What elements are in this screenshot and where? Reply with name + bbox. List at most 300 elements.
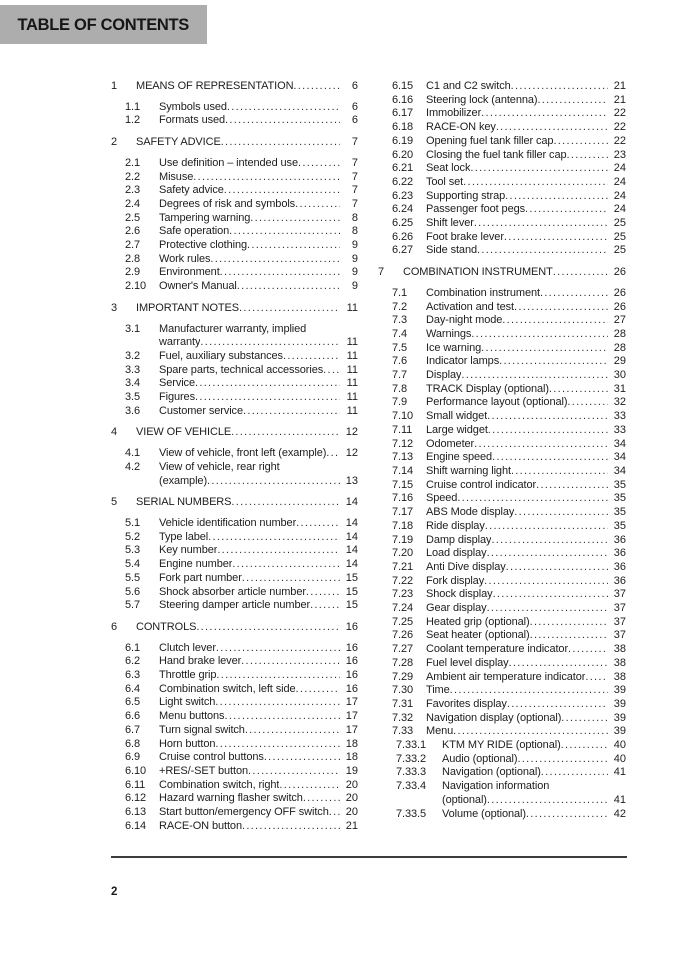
toc-entry-number: 6.10	[125, 764, 147, 777]
toc-entry-title: Display	[426, 369, 462, 382]
toc-entry-page: 33	[613, 410, 626, 423]
toc-entry-page: 16	[345, 655, 358, 668]
toc-column-right	[378, 80, 626, 821]
toc-entry-page: 27	[613, 314, 626, 327]
dot-leader	[243, 405, 340, 419]
toc-entry-page: 7	[351, 156, 358, 169]
dot-leader	[553, 266, 608, 280]
dot-leader	[239, 302, 340, 316]
toc-entry	[392, 684, 626, 698]
toc-entry	[392, 588, 626, 602]
toc-entry-title: Warnings	[426, 327, 472, 340]
toc-entry-page: 17	[345, 723, 358, 736]
toc-entry-page: 25	[613, 217, 626, 230]
toc-entry-title: C1 and C2 switch	[426, 80, 511, 92]
toc-entry-number: 6.26	[392, 230, 414, 243]
dot-leader	[474, 438, 608, 452]
dot-leader	[461, 369, 608, 383]
toc-entry-page: 37	[613, 629, 626, 642]
toc-entry-number: 7.13	[392, 451, 414, 464]
dot-leader	[514, 506, 608, 520]
toc-entry-page: 35	[613, 478, 626, 491]
toc-entry-number: 2.1	[125, 156, 140, 169]
toc-entry	[125, 157, 358, 171]
toc-entry	[392, 190, 626, 204]
toc-entry-title: Environment	[159, 266, 220, 279]
toc-entry-number: 6.8	[125, 737, 140, 750]
toc-entry	[392, 203, 626, 217]
toc-entry-title: Ice warning	[426, 341, 482, 354]
toc-entry	[392, 301, 626, 315]
toc-entry-title: Cruise control buttons	[159, 751, 264, 764]
toc-entry-number: 5.3	[125, 544, 140, 557]
toc-entry-title: Combination switch, right	[159, 778, 280, 791]
toc-entry	[392, 410, 626, 424]
toc-entry-title: Clutch lever	[159, 641, 216, 654]
toc-entry	[125, 391, 358, 405]
toc-entry	[392, 355, 626, 369]
toc-entry-page: 22	[613, 107, 626, 120]
toc-entry-number: 7.1	[392, 286, 407, 299]
dot-leader	[283, 350, 340, 364]
toc-entry-page: 34	[613, 437, 626, 450]
toc-entry-title: Activation and test	[426, 300, 514, 313]
dot-leader	[506, 561, 608, 575]
toc-entry-page: 38	[613, 670, 626, 683]
toc-entry-title: Manufacturer warranty, implied	[159, 322, 307, 335]
toc-entry	[392, 369, 626, 383]
toc-entry	[125, 212, 358, 226]
toc-entry-page: 35	[613, 519, 626, 532]
dot-leader	[496, 121, 608, 135]
toc-entry	[392, 616, 626, 630]
toc-entry-title: Side stand	[426, 244, 477, 257]
toc-entry-page: 15	[345, 571, 358, 584]
toc-entry-page: 14	[345, 544, 358, 557]
dot-leader	[231, 496, 340, 510]
toc-entry-title: Formats used	[159, 114, 226, 127]
toc-entry-number: 6.11	[125, 778, 146, 791]
toc-entry-title: Performance layout (optional)	[426, 396, 568, 409]
toc-entry	[125, 114, 358, 128]
toc-entry-number: 4.1	[125, 447, 140, 460]
toc-entry-number: 7.2	[392, 300, 407, 313]
dot-leader	[567, 149, 609, 163]
toc-entry-page: 31	[613, 382, 626, 395]
toc-entry-page: 37	[613, 615, 626, 628]
toc-entry-number: 3.4	[125, 377, 140, 390]
toc-entry	[392, 80, 626, 94]
dot-leader	[217, 544, 340, 558]
toc-entry	[125, 461, 358, 475]
toc-entry	[125, 198, 358, 212]
toc-entry-title: Protective clothing	[159, 239, 247, 252]
toc-entry-number: 3.1	[125, 322, 140, 335]
dot-leader	[229, 225, 340, 239]
toc-entry	[125, 642, 358, 656]
toc-entry-number: 7.7	[392, 369, 407, 382]
dot-leader	[232, 558, 340, 572]
toc-entry-page: 38	[613, 656, 626, 669]
toc-entry	[125, 323, 358, 337]
toc-entry-number: 6.2	[125, 655, 140, 668]
dot-leader	[195, 377, 340, 391]
dot-leader	[484, 575, 608, 589]
toc-entry	[392, 162, 626, 176]
toc-entry-page: 39	[613, 725, 626, 738]
toc-entry-title: Combination instrument	[426, 286, 540, 299]
toc-entry-page: 9	[351, 252, 358, 265]
toc-entry-title: Large widget	[426, 423, 488, 436]
toc-entry	[125, 350, 358, 364]
toc-entry-title: Horn button	[159, 737, 216, 750]
toc-entry	[392, 534, 626, 548]
toc-entry	[392, 396, 626, 410]
toc-entry	[125, 184, 358, 198]
toc-entry	[111, 80, 358, 94]
toc-entry	[392, 657, 626, 671]
toc-entry	[392, 698, 626, 712]
toc-entry-number: 7.29	[392, 670, 414, 683]
toc-entry	[396, 780, 626, 794]
toc-entry-page: 41	[613, 793, 626, 806]
toc-entry	[392, 643, 626, 657]
toc-entry	[396, 808, 626, 822]
toc-entry-number: 3.3	[125, 363, 140, 376]
toc-entry	[392, 506, 626, 520]
toc-entry-page: 25	[613, 230, 626, 243]
toc-entry-page: 12	[345, 447, 358, 460]
toc-entry-page: 35	[613, 492, 626, 505]
dot-leader	[509, 657, 608, 671]
dot-leader	[216, 669, 340, 683]
toc-entry	[392, 575, 626, 589]
toc-entry	[125, 558, 358, 572]
toc-entry-title: Safety advice	[159, 184, 224, 197]
toc-entry-page: 11	[346, 404, 358, 417]
toc-entry	[392, 547, 626, 561]
toc-entry-page: 16	[345, 641, 358, 654]
toc-entry-page: 11	[346, 363, 358, 376]
toc-entry	[125, 101, 358, 115]
dot-leader	[326, 447, 340, 461]
toc-entry-number: 3.2	[125, 349, 140, 362]
toc-entry-number: 7.12	[392, 437, 414, 450]
dot-leader	[561, 712, 608, 726]
toc-entry-number: 6.22	[392, 175, 414, 188]
toc-entry-number: 7.14	[392, 464, 414, 477]
toc-entry	[111, 621, 358, 635]
toc-entry-title: Shock absorber article number	[159, 585, 306, 598]
dot-leader	[296, 517, 340, 531]
toc-entry-number: 7.16	[392, 492, 414, 505]
toc-entry-number: 5.6	[125, 585, 140, 598]
toc-entry-title: Supporting strap	[426, 189, 506, 202]
toc-entry-title: Menu buttons	[159, 710, 225, 723]
toc-entry-number: 6.17	[392, 107, 414, 120]
toc-entry-page: 9	[351, 266, 358, 279]
toc-entry-number: 7.25	[392, 615, 414, 628]
dot-leader	[296, 683, 341, 697]
toc-entry-number: 7.9	[392, 396, 407, 409]
toc-entry-number: 7.19	[392, 533, 414, 546]
dot-leader	[221, 136, 340, 150]
toc-entry-page: 38	[613, 643, 626, 656]
toc-entry-title: Indicator lamps	[426, 355, 500, 368]
toc-entry-number: 7.4	[392, 327, 407, 340]
toc-entry-title: SAFETY ADVICE	[136, 136, 221, 149]
toc-entry-page: 23	[613, 148, 626, 161]
toc-entry-number: 7.18	[392, 519, 414, 532]
toc-entry-page: 34	[613, 451, 626, 464]
toc-entry-title: Hand brake lever	[159, 655, 242, 668]
toc-entry-page: 12	[345, 426, 358, 439]
toc-entry-page: 7	[351, 184, 358, 197]
toc-entry-title: Misuse	[159, 170, 194, 183]
toc-entry	[125, 683, 358, 697]
dot-leader	[507, 698, 608, 712]
dot-leader	[537, 94, 608, 108]
toc-entry-title: Hazard warning flasher switch	[159, 792, 303, 805]
toc-entry-page: 20	[345, 806, 358, 819]
toc-entry-title: Opening fuel tank filler cap	[426, 134, 554, 147]
dot-leader	[505, 190, 608, 204]
toc-entry-number: 5.1	[125, 516, 140, 529]
dot-leader	[485, 520, 608, 534]
toc-entry-number: 6.4	[125, 682, 140, 695]
toc-entry	[125, 364, 358, 378]
toc-entry-page: 40	[613, 739, 626, 752]
toc-entry-page: 14	[345, 516, 358, 529]
toc-entry	[125, 517, 358, 531]
dot-leader	[568, 643, 608, 657]
toc-entry-title: Navigation display (optional)	[426, 711, 562, 724]
dot-leader	[298, 157, 340, 171]
toc-entry-number: 2.2	[125, 170, 140, 183]
toc-entry	[125, 820, 358, 834]
toc-entry-title: +RES/-SET button	[159, 764, 248, 777]
toc-entry-title: CONTROLS	[136, 620, 197, 633]
toc-entry-number: 7.5	[392, 341, 407, 354]
toc-entry	[392, 287, 626, 301]
dot-leader	[488, 424, 608, 438]
toc-entry	[392, 602, 626, 616]
toc-entry-title: Safe operation	[159, 225, 230, 238]
toc-entry-number: 2.7	[125, 239, 140, 252]
dot-leader	[195, 391, 340, 405]
toc-entry-title: Seat heater (optional)	[426, 629, 530, 642]
toc-entry-number: 6.1	[125, 641, 140, 654]
dot-leader	[220, 266, 340, 280]
toc-entry-page: 21	[613, 80, 626, 92]
toc-entry-title: Favorites display	[426, 697, 507, 710]
toc-entry-number: 6	[111, 620, 118, 633]
toc-entry-page: 29	[613, 355, 626, 368]
dot-leader	[247, 239, 340, 253]
toc-entry-page: 26	[613, 300, 626, 313]
toc-entry-page: 24	[613, 189, 626, 202]
dot-leader	[481, 342, 608, 356]
footer-divider	[111, 856, 627, 858]
toc-entry	[111, 496, 358, 510]
dot-leader	[225, 114, 340, 128]
toc-entry-number: 6.9	[125, 751, 140, 764]
toc-entry	[392, 492, 626, 506]
toc-entry-number: 5	[111, 496, 118, 509]
toc-entry-number: 5.7	[125, 599, 140, 612]
toc-entry-number: 7.27	[392, 643, 414, 656]
toc-entry-number: 7.33.3	[396, 766, 426, 779]
toc-entry-page: 28	[613, 327, 626, 340]
toc-entry-number: 2.8	[125, 252, 140, 265]
toc-entry	[111, 302, 358, 316]
dot-leader	[491, 534, 608, 548]
toc-entry-title: Gear display	[426, 602, 487, 615]
toc-entry-title: Damp display	[426, 533, 492, 546]
toc-entry	[392, 451, 626, 465]
toc-entry	[159, 336, 358, 350]
toc-entry-number: 5.5	[125, 571, 140, 584]
toc-entry-title: Service	[159, 377, 195, 390]
toc-entry-page: 7	[351, 197, 358, 210]
toc-entry-page: 7	[351, 136, 358, 149]
toc-entry	[396, 739, 626, 753]
dot-leader	[492, 451, 608, 465]
toc-entry-title: Cruise control indicator	[426, 478, 537, 491]
toc-entry	[392, 135, 626, 149]
dot-leader	[526, 808, 608, 822]
toc-entry-title: TRACK Display (optional)	[426, 382, 549, 395]
toc-entry-title: Degrees of risk and symbols	[159, 197, 296, 210]
toc-entry	[392, 244, 626, 258]
toc-entry	[125, 447, 358, 461]
dot-leader	[540, 287, 608, 301]
toc-entry-number: 6.16	[392, 93, 414, 106]
toc-entry-page: 11	[346, 377, 358, 390]
toc-entry	[392, 383, 626, 397]
dot-leader	[231, 426, 340, 440]
toc-entry	[392, 314, 626, 328]
toc-entry-title: IMPORTANT NOTES	[136, 301, 240, 314]
toc-entry	[392, 107, 626, 121]
toc-entry-page: 35	[613, 506, 626, 519]
dot-leader	[457, 492, 608, 506]
toc-entry-page: 21	[613, 93, 626, 106]
toc-entry-number: 7.8	[392, 382, 407, 395]
toc-entry-number: 7.33.2	[396, 752, 426, 765]
dot-leader	[193, 171, 340, 185]
toc-entry-number: 6.15	[392, 80, 414, 92]
toc-entry-title-continued: (example)	[159, 474, 208, 487]
dot-leader	[323, 364, 340, 378]
toc-entry-page: 16	[345, 620, 358, 633]
toc-entry-page: 17	[345, 696, 358, 709]
toc-entry-page: 14	[345, 496, 358, 509]
dot-leader	[530, 629, 608, 643]
dot-leader	[487, 602, 608, 616]
toc-entry	[125, 586, 358, 600]
dot-leader	[561, 739, 608, 753]
toc-entry	[125, 738, 358, 752]
toc-entry-page: 15	[345, 599, 358, 612]
toc-entry-page: 8	[351, 211, 358, 224]
toc-entry	[125, 531, 358, 545]
toc-entry-page: 36	[613, 560, 626, 573]
toc-entry-number: 7.33.1	[396, 739, 426, 752]
toc-entry-page: 37	[613, 588, 626, 601]
toc-entry-number: 7.30	[392, 684, 414, 697]
toc-entry-page: 39	[613, 684, 626, 697]
toc-entry-page: 14	[345, 530, 358, 543]
toc-entry-title: Tampering warning	[159, 211, 251, 224]
toc-entry-page: 36	[613, 547, 626, 560]
toc-entry-page: 42	[613, 807, 626, 820]
toc-entry	[392, 176, 626, 190]
dot-leader	[329, 806, 340, 820]
toc-entry-title: View of vehicle, rear right	[159, 460, 280, 473]
dot-leader	[502, 314, 608, 328]
toc-entry	[378, 266, 626, 280]
toc-entry-title-continued: (optional)	[442, 793, 487, 806]
toc-entry-page: 39	[613, 711, 626, 724]
toc-entry-page: 6	[351, 100, 358, 113]
toc-entry-number: 5.2	[125, 530, 140, 543]
toc-entry-page: 26	[613, 286, 626, 299]
toc-entry-page: 18	[345, 737, 358, 750]
dot-leader	[264, 751, 340, 765]
dot-leader	[477, 244, 608, 258]
toc-entry-title: Shock display	[426, 588, 493, 601]
toc-entry-title: Symbols used	[159, 100, 227, 113]
toc-entry-number: 3.6	[125, 404, 140, 417]
toc-entry-title: Day-night mode	[426, 314, 503, 327]
toc-entry-number: 2.6	[125, 225, 140, 238]
toc-entry-title: View of vehicle, front left (example)	[159, 447, 327, 460]
toc-entry-title: Tool set	[426, 175, 464, 188]
toc-entry-title: Fork part number	[159, 571, 242, 584]
toc-entry	[392, 629, 626, 643]
dot-leader	[224, 710, 340, 724]
toc-entry-page: 24	[613, 203, 626, 216]
dot-leader	[511, 465, 608, 479]
toc-entry	[125, 266, 358, 280]
toc-entry-page: 20	[345, 778, 358, 791]
toc-entry	[392, 479, 626, 493]
dot-leader	[585, 671, 608, 685]
toc-entry-title: Ride display	[426, 519, 485, 532]
toc-entry-page: 25	[613, 244, 626, 257]
toc-entry	[111, 136, 358, 150]
toc-entry-number: 3	[111, 301, 118, 314]
toc-entry-page: 24	[613, 162, 626, 175]
toc-entry-page: 26	[613, 266, 626, 279]
toc-entry-page: 20	[345, 792, 358, 805]
dot-leader	[237, 280, 340, 294]
toc-entry-title: Load display	[426, 547, 487, 560]
toc-entry-title: Coolant temperature indicator	[426, 643, 569, 656]
toc-entry-title: Start button/emergency OFF switch	[159, 806, 329, 819]
toc-entry-page: 16	[345, 682, 358, 695]
toc-entry-number: 6.7	[125, 723, 140, 736]
toc-entry-page: 40	[613, 752, 626, 765]
toc-entry-title: Engine speed	[426, 451, 493, 464]
toc-entry	[125, 765, 358, 779]
toc-entry-number: 6.6	[125, 710, 140, 723]
toc-entry	[392, 725, 626, 739]
toc-entry-page: 9	[351, 239, 358, 252]
toc-entry	[396, 753, 626, 767]
toc-entry	[396, 766, 626, 780]
